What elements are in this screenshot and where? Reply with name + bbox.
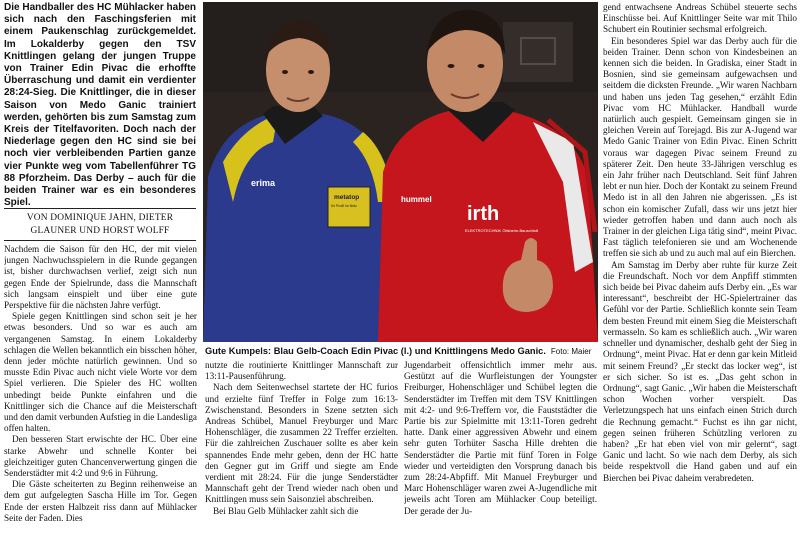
right-shirt-sponsor-sub: ELEKTROTECHNIK Ötisheim-Bauschlott bbox=[465, 228, 539, 233]
article-lead: Die Handballer des HC Mühlacker haben sich nach den Faschingsferien mit einem Paukenschlag zurückgemeldet. Im Lokalderby gegen den TSV Knittlingen gelang der jungen Truppe von Trainer Edin Pivac die erhoffte Überraschung und damit ein verdienter 28:24-Sieg. Die Knittlinger, die in dieser Saison von Medo Ganic trainiert werden, gehörten bis zum Samstag zum Kreis der Titelfavoriten. Doch nach der Niederlage gegen den HC sind sie bei noch vier verbleibenden Partien ganze vier Punkte weg vom Tabellenführer TG 88 Pforzheim. Das Derby – auch für die beiden Trainer war es ein besonderes Spiel. bbox=[4, 2, 196, 209]
paragraph: gend entwachsene Andreas Schübel steuerte sechs Einschüsse bei. Auf Knittlinger Seite war mit Thilo Schubert ein Routinier sechsmal erfolgreich. bbox=[603, 2, 797, 35]
paragraph: Die Gäste scheiterten zu Beginn reihenweise an dem gut aufgelegten Sascha Hille im Tor. Gegen Ende der ersten Halbzeit riss dann auf Mühlacker Seite der Faden. Dies bbox=[4, 479, 197, 523]
paragraph: Ein besonderes Spiel war das Derby auch für die beiden Trainer. Denn schon von Kindesbeinen an kennen sich die beiden. In Gradiska, einer Stadt in Bosnien, sind sie gemeinsam aufgewachsen und seitdem die dicksten Freunde. „Wir waren Nachbarn und haben uns jeden Tag gesehen,“ erzählt Edin Pivac vom HC Mühlacker. Handball wurde natürlich auch gespielt. Gemeinsam gingen sie in gleichen Verein auf Torejagd. Bis zur A-Jugend war Medo Ganic Trainer von Edin Pivac. Einen Schritt voraus war dagegen Pivac seinem Freund zu späterer Zeit. Den heute 33-Jährigen verschlug es ein Jahr früher nach Deutschland. Seit fünf Jahren lebt er nun hier. Doch der Kontakt zu seinem Freund Medo ist in all den Jahren nie abgerissen. „Es ist schon ein komischer Zufall, dass wir uns jetzt hier wieder getroffen haben und dann auch noch als Trainer in der gleichen Liga tätig sind“, meint Pivac. Fast täglich telefonieren sie und am Wochenende treffen sie sich ab und zu auch mal auf ein Bierchen. bbox=[603, 35, 797, 259]
paragraph: Nach dem Seitenwechsel startete der HC furios und erzielte fünf Treffer in Folge zum 16:13-Zwischenstand. Besonders in Szene setzten sich Andreas Schübel, Manuel Freyburger und Marc Hohenschläger, die zusammen 22 Treffer erzielten. Für die zahlreichen Zuschauer sollte es aber kein spannendes Ende mehr geben, denn der HC hatte den Gegner gut im Griff und siegte am Ende verdient mit 28:24. Für die junge Senderstädter Mannschaft geht der Trend wieder nach oben und Knittlingen muss sein Saisonziel abschreiben. bbox=[205, 382, 398, 505]
paragraph: Am Samstag im Derby aber ruhte für kurze Zeit die Freundschaft. Noch vor dem Anpfiff stimmten sich beide bei Pivac daheim aufs Derby ein. „Es war interessant“, beschreibt der HC-Spielertrainer das Gefühl vor der Partie. Schließlich konnte sein Team dem besten Freund mit einem Sieg die Meisterschaft vermasseln. So kam es schließlich auch. „Wir waren schneller und dynamischer, deshalb geht der Sieg in Ordnung“, meint Pivac. Hat er denn gar kein Mitleid mit seinem Freund? „Er steckt das locker weg“, ist er sich sicher. So ist es. „Das geht schon in Ordnung“, sagt Ganic. „Wir haben die Meisterschaft schon Wochen vorher verspielt. Das Verletzungspech hat uns einfach einen Strich durch die Rechnung gemacht.“ Fuchst es ihn gar nicht, gegen seinen früheren Schützling verloren zu haben? „Er hat eben viel von mir gelernt“, sagt Ganic und lacht. So wie nach dem Derby, als sich beide respektvoll die Hand gaben und auf ein Bierchen bei Pivac daheim verabredeten. bbox=[603, 259, 797, 483]
article-photo bbox=[203, 2, 598, 342]
right-shirt-brand: hummel bbox=[401, 195, 432, 204]
text-column-2 bbox=[205, 360, 398, 536]
paragraph: Jugendarbeit offensichtlich immer mehr aus. Gestützt auf die Wurfleistungen der Youngster Freiburger, Hohenschläger und Schübel legten die Senderstädter im Treffen mit dem TSV Knittlingen mit 4:2- und 9:6-Treffern vor, die Fauststädter die Partie bis zur Spielmitte mit 13:11-Toren gedreht hatte. Dank einer aggressiven Abwehr und einem sehr guten Torhüter Sascha Hille drehten die Senderstädter die Partie mit fünf Toren in Folge wieder und verteidigten den Vorsprung danach bis zum 28:24-Abpfiff. Mit Manuel Freyburger und Marc Hohenschläger waren zwei A-Jugendliche mit jeweils acht Toren am Mühlacker Coup beteiligt. Der gerade der Ju- bbox=[404, 360, 597, 516]
caption-text: Gute Kumpels: Blau Gelb-Coach Edin Pivac (l.) und Knittlingens Medo Ganic. bbox=[205, 346, 546, 356]
paragraph: Bei Blau Gelb Mühlacker zahlt sich die bbox=[213, 505, 359, 516]
left-shirt-brand: erima bbox=[251, 178, 276, 188]
left-shirt-sponsor: metatop bbox=[334, 194, 360, 201]
paragraph: Nachdem die Saison für den HC, der mit vielen jungen Nachwuchsspielern in die Runde gegangen ist, bisher durchwachsen verlief, zeigt sich nun gegen Ende der Spielrunde, dass die Mannschaft sich langsam einspielt und über eine gute Perspektive für die nächsten Jahre verfügt. bbox=[4, 244, 197, 311]
article-byline: VON DOMINIQUE JAHN, DIETER GLAUNER UND HORST WOLFF bbox=[26, 213, 174, 236]
text-column-3 bbox=[404, 360, 597, 536]
text-column-1 bbox=[4, 244, 197, 536]
left-shirt-sponsor-sub: Ihr Profil im Netz bbox=[331, 204, 357, 208]
paragraph: Spiele gegen Knittlingen sind schon seit je her etwas besonders. Und so war es auch am vergangenen Samstag. In einem Lokalderby schlagen die Wellen bekanntlich ein bisschen höher, denn jeder möchte natürlich gewinnen. Und so musste Edin Pivac auch nicht viele Worte vor dem Spiel verlieren. Die Spieler des HC wollten unbedingt beide Punkte einfahren und die Knittlinger sich die Chance auf die Meisterschaft und den damit verbunden Aufstieg in die Landesliga offen halten. bbox=[4, 311, 197, 434]
paragraph: Den besseren Start erwischte der HC. Über eine starke Abwehr und schnelle Konter bei gleichzeitiger guten Chancenverwertung gingen die Senderstädter mit 4:2 und 9:6 in Führung. bbox=[4, 434, 197, 479]
photo-credit: Foto: Maier bbox=[550, 347, 592, 356]
lead-divider-bottom bbox=[4, 240, 196, 241]
photo-caption bbox=[205, 344, 597, 358]
text-column-4 bbox=[603, 2, 797, 536]
lead-divider-top bbox=[4, 208, 196, 209]
right-shirt-sponsor: irth bbox=[467, 203, 500, 225]
paragraph: nutzte die routinierte Knittlinger Mannschaft zur 13:11-Pausenführung. bbox=[205, 360, 398, 382]
